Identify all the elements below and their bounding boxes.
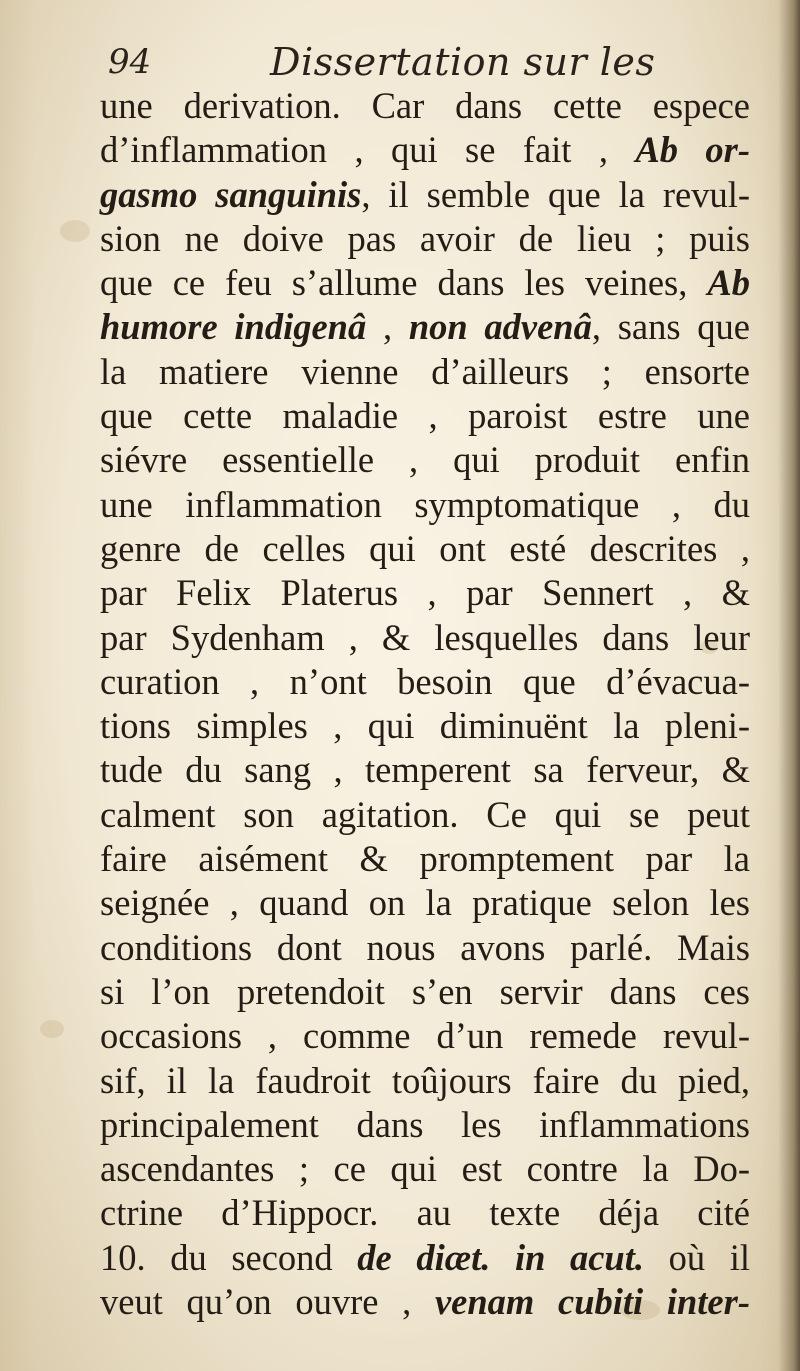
- text-run: d’inflammation , qui se fait ,: [100, 129, 636, 171]
- text-run: une inflammation symptomatique , du: [100, 483, 750, 525]
- text-line: [100, 704, 750, 748]
- text-run: ctrine d’Hippocr. au texte déja cité: [100, 1192, 750, 1234]
- text-line: [100, 660, 750, 704]
- text-run: 10. du second: [100, 1236, 358, 1278]
- page-number: 94: [108, 42, 152, 82]
- text-run: occasions , comme d’un remede revul-: [100, 1015, 750, 1057]
- text-run: seignée , quand on la pratique selon les: [100, 882, 750, 924]
- italic-text: non advenâ: [408, 306, 592, 348]
- text-line: [100, 84, 750, 128]
- text-run: principalement dans les inflammations: [100, 1103, 750, 1145]
- italic-text: humore indigenâ: [100, 306, 367, 348]
- italic-text: gasmo sanguinis: [100, 173, 362, 215]
- text-line: [100, 1103, 750, 1147]
- text-line: [100, 128, 750, 172]
- text-line: [100, 1191, 750, 1235]
- text-line: [100, 1236, 750, 1280]
- text-line: [100, 881, 750, 925]
- text-run: si l’on pretendoit s’en servir dans ces: [100, 970, 750, 1012]
- italic-text: de diæt. in acut.: [357, 1236, 644, 1278]
- text-run: la matiere vienne d’ailleurs ; ensorte: [100, 350, 750, 392]
- text-line: [100, 394, 750, 438]
- text-line: [100, 748, 750, 792]
- text-run: par Sydenham , & lesquelles dans leur: [100, 616, 750, 658]
- text-run: ,: [366, 306, 409, 348]
- text-line: [100, 483, 750, 527]
- text-run: où il: [644, 1236, 750, 1278]
- text-line: [100, 1014, 750, 1058]
- text-line: [100, 926, 750, 970]
- text-run: tions simples , qui diminuënt la pleni-: [100, 705, 750, 747]
- text-run: tude du sang , temperent sa ferveur, &: [100, 749, 750, 791]
- text-line: [100, 217, 750, 261]
- text-line: [100, 350, 750, 394]
- text-line: [100, 616, 750, 660]
- text-line: [100, 793, 750, 837]
- text-run: que ce feu s’allume dans les veines,: [100, 262, 708, 304]
- running-head: Dissertation sur les: [270, 40, 656, 84]
- text-run: calment son agitation. Ce qui se peut: [100, 793, 750, 835]
- text-run: curation , n’ont besoin que d’évacua-: [100, 660, 750, 702]
- text-run: veut qu’on ouvre ,: [100, 1281, 435, 1323]
- text-run: faire aisément & promptement par la: [100, 838, 750, 880]
- foxing-stain: [40, 1020, 64, 1038]
- text-run: , il semble que la revul-: [361, 173, 750, 215]
- text-run: genre de celles qui ont esté descrites ,: [100, 527, 750, 569]
- binding-shadow: [778, 0, 800, 1371]
- text-run: par Felix Platerus , par Sennert , &: [100, 572, 750, 614]
- italic-text: Ab or-: [635, 129, 750, 171]
- text-line: [100, 261, 750, 305]
- text-run: une derivation. Car dans cette espece: [100, 85, 750, 126]
- page-header: [108, 38, 748, 88]
- italic-text: Ab: [707, 262, 750, 304]
- text-run: sion ne doive pas avoir de lieu ; puis: [100, 217, 750, 259]
- text-run: , sans que: [591, 306, 751, 348]
- text-line: [100, 1059, 750, 1103]
- text-line: [100, 527, 750, 571]
- text-line: [100, 1147, 750, 1191]
- foxing-stain: [60, 220, 90, 242]
- body-text: [100, 84, 750, 1324]
- text-line: [100, 1280, 750, 1324]
- text-line: [100, 837, 750, 881]
- text-line: [100, 305, 750, 349]
- text-run: conditions dont nous avons parlé. Mais: [100, 926, 750, 968]
- text-run: siévre essentielle , qui produit enfin: [100, 439, 750, 481]
- text-line: [100, 571, 750, 615]
- text-run: sif, il la faudroit toûjours faire du pied,: [100, 1059, 750, 1101]
- italic-text: venam cubiti inter-: [434, 1281, 750, 1323]
- text-line: [100, 970, 750, 1014]
- text-line: [100, 438, 750, 482]
- text-run: ascendantes ; ce qui est contre la Do-: [100, 1148, 750, 1190]
- text-run: que cette maladie , paroist estre une: [100, 395, 750, 437]
- text-line: [100, 173, 750, 217]
